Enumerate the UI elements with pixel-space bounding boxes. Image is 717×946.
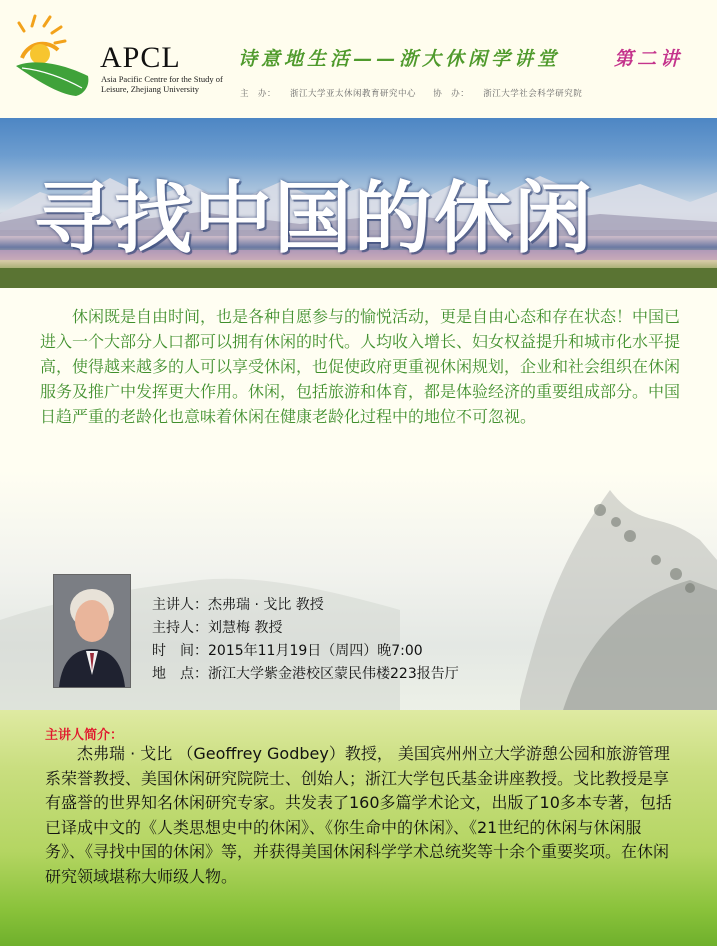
intro-paragraph: 休闲既是自由时间，也是各种自愿参与的愉悦活动，更是自由心态和存在状态！中国已进入一个大部分人口都可以拥有休闲的时代。人均收入增长、妇女权益提升和城市化水平提高，使得越来越多的人可以享受休闲，也促使政府更重视休闲规划，企业和社会组织在休闲服务及推广中发挥更大作用。休闲，包括旅游和体育，都是体验经济的重要组成部分。中国日趋严重的老龄化也意味着休闲在健康老龄化过程中的地位不可忽视。	[40, 307, 681, 426]
speaker-name: 杰弗瑞 · 戈比 教授	[208, 597, 324, 613]
place-row	[152, 663, 459, 686]
organizer-label: 主 办：	[240, 89, 277, 99]
logo-subtitle	[101, 74, 251, 94]
place-label: 地 点：	[152, 666, 208, 682]
logo-subtitle-line2: Leisure, Zhejiang University	[101, 84, 199, 94]
lecture-place: 浙江大学紫金港校区蒙民伟楼223报告厅	[208, 666, 459, 682]
logo-name: APCL	[100, 41, 181, 74]
sun-over-leaf-icon	[14, 14, 96, 104]
landscape-banner	[0, 118, 717, 288]
logo-subtitle-line1: Asia Pacific Centre for the Study of	[101, 74, 223, 84]
page-title: 寻找中国的休闲	[34, 174, 595, 264]
speaker-row	[152, 594, 459, 617]
lecture-number: 第二讲	[614, 48, 684, 70]
co-organizer: 浙江大学社会科学研究院	[483, 89, 583, 99]
co-organizer-label: 协 办：	[433, 89, 470, 99]
organizers	[240, 87, 596, 99]
header	[0, 0, 717, 118]
speaker-portrait	[53, 574, 131, 688]
host-row	[152, 617, 459, 640]
lecture-time: 2015年11月19日（周四）晚7:00	[208, 643, 423, 659]
organizer: 浙江大学亚太休闲教育研究中心	[290, 89, 417, 99]
speaker-portrait-image	[54, 575, 130, 687]
speaker-label: 主讲人：	[152, 597, 208, 613]
host-label: 主持人：	[152, 620, 208, 636]
host-name: 刘慧梅 教授	[208, 620, 283, 636]
time-row	[152, 640, 459, 663]
time-label: 时 间：	[152, 643, 208, 659]
lecture-info	[152, 594, 459, 686]
bio-paragraph: 杰弗瑞 · 戈比 （Geoffrey Godbey）教授， 美国宾州州立大学游憩公园和旅游管理系荣誉教授、美国休闲研究院院士、创始人；浙江大学包氏基金讲座教授。戈比教授是享有盛誉的世界知名休闲研究专家。共发表了160多篇学术论文，出版了10多本专著，包括已译成中文的《人类思想史中的休闲》、《你生命中的休闲》、《21世纪的休闲与休闲服务》、《寻找中国的休闲》等，并获得美国休闲科学学术总统奖等十余个重要奖项。在休闲研究领域堪称大师级人物。	[45, 744, 672, 886]
bio-heading: 主讲人简介：	[45, 728, 124, 743]
series-title: 诗意地生活——浙大休闲学讲堂	[238, 48, 561, 70]
